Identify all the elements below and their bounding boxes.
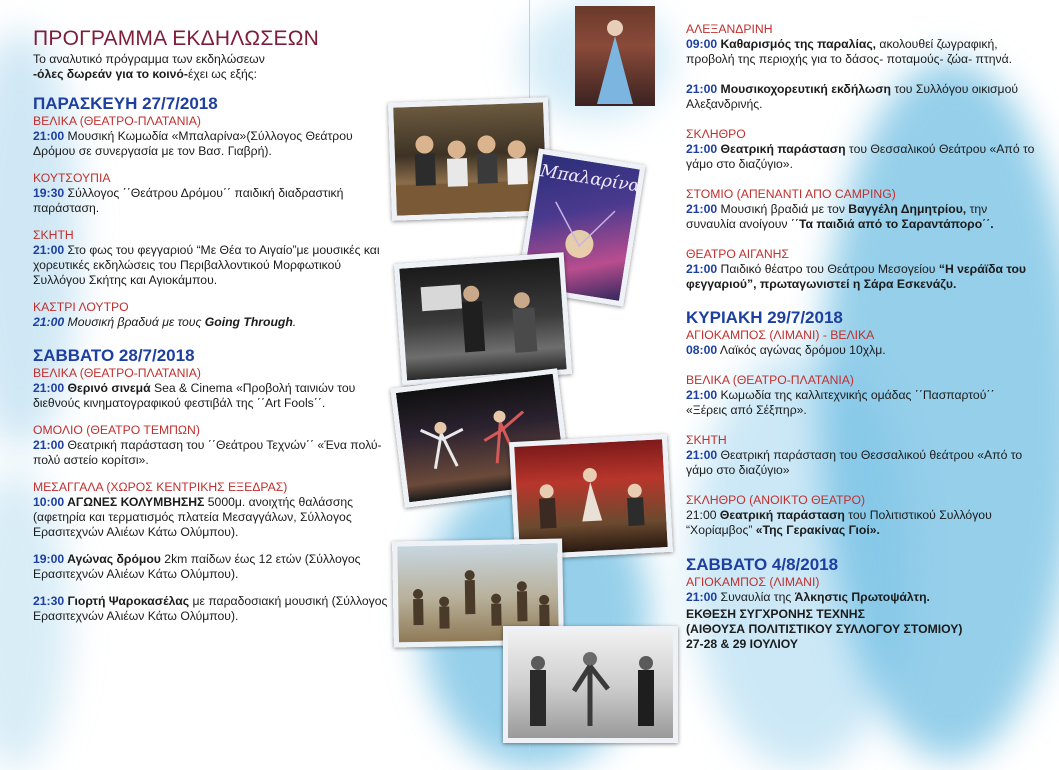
event-location: ΟΜΟΛΙΟ (ΘΕΑΤΡΟ ΤΕΜΠΩΝ) bbox=[33, 423, 200, 437]
event-text: Παιδικό θέατρο του Θεάτρου Μεσογείου bbox=[717, 262, 939, 276]
event-item bbox=[33, 366, 393, 411]
event-text: Μουσική βραδιά με τον bbox=[717, 202, 849, 216]
event-time: 21:00 bbox=[33, 438, 65, 452]
event-bold: Αγώνας δρόμου bbox=[64, 552, 161, 566]
event-item bbox=[33, 228, 393, 288]
event-item bbox=[686, 493, 1036, 538]
intro-bold: -όλες δωρεάν για το κοινό- bbox=[33, 67, 188, 81]
event-time: 21:00 bbox=[33, 129, 65, 143]
event-text: του Θεσσαλικού Θεάτρου «Από το γάμο στο διαζύγιο». bbox=[686, 142, 1035, 171]
photo-singer bbox=[575, 6, 655, 106]
event-bold: Θεατρική παράσταση bbox=[717, 142, 846, 156]
event-bold: Μουσικοχορευτική εκδήλωση bbox=[717, 82, 891, 96]
event-location: ΒΕΛΙΚΑ (ΘΕΑΤΡΟ-ΠΛΑΤΑΝΙΑ) bbox=[33, 114, 201, 128]
event-item bbox=[686, 82, 1036, 112]
event-time: 21:00 bbox=[686, 82, 718, 96]
event-location: ΑΓΙΟΚΑΜΠΟΣ (ΛΙΜΑΝΙ) - ΒΕΛΙΚΑ bbox=[686, 328, 875, 342]
event-location: ΒΕΛΙΚΑ (ΘΕΑΤΡΟ-ΠΛΑΤΑΝΙΑ) bbox=[686, 373, 854, 387]
event-item bbox=[33, 552, 393, 582]
event-location: ΣΚΛΗΘΡΟ bbox=[686, 127, 746, 141]
event-text: Θεατρική παράσταση του ΄΄Θεάτρου Τεχνών΄΄ «Ένα πολύ-πολύ αστείο κορίτσι». bbox=[33, 438, 382, 467]
event-bold-2: «Της Γερακίνας Γιοί». bbox=[755, 523, 880, 537]
event-time: 21:30 bbox=[33, 594, 65, 608]
exhibition-title: ΕΚΘΕΣΗ ΣΥΓΧΡΟΝΗΣ ΤΕΧΝΗΣ bbox=[686, 607, 865, 621]
event-item bbox=[686, 127, 1036, 172]
event-bold: Βαγγέλη Δημητρίου, bbox=[848, 202, 967, 216]
event-item bbox=[686, 433, 1036, 478]
day-heading-friday: ΠΑΡΑΣΚΕΥΗ 27/7/2018 bbox=[33, 94, 218, 113]
event-text: Στο φως του φεγγαριού “Με Θέα το Αιγαίο”με μουσικές και χορευτικές εκδηλώσεις του Περιβαλλοντικού Μορφωτικού Συλλόγου Σκήτης και Αγιοκάμπου. bbox=[33, 243, 380, 287]
event-time: 21:00 bbox=[686, 590, 718, 604]
event-time: 21:00 bbox=[686, 448, 718, 462]
exhibition-notice bbox=[686, 607, 1036, 652]
event-item bbox=[686, 22, 1036, 67]
event-time: 10:00 bbox=[33, 495, 65, 509]
event-location: ΘΕΑΤΡΟ ΑΙΓΑΝΗΣ bbox=[686, 247, 789, 261]
event-text: του Συλλόγου οικισμού Αλεξανδρινής. bbox=[686, 82, 1019, 111]
event-location: ΣΤΟΜΙΟ (ΑΠΕΝΑΝΤΙ ΑΠΟ CAMPING) bbox=[686, 187, 896, 201]
event-location: ΒΕΛΙΚΑ (ΘΕΑΤΡΟ-ΠΛΑΤΑΝΙΑ) bbox=[33, 366, 201, 380]
event-text: Μουσική Κωμωδία «Μπαλαρίνα»(Σύλλογος Θεάτρου Δρόμου σε συνεργασία με τον Βασ. Γιαβρή). bbox=[33, 129, 353, 158]
actors-icon bbox=[399, 258, 566, 381]
event-bold: Θερινό σινεμά bbox=[64, 381, 151, 395]
event-time: 08:00 bbox=[686, 343, 718, 357]
event-text: Μουσική βραδυά με τους bbox=[64, 315, 205, 329]
event-location: ΚΑΣΤΡΙ ΛΟΥΤΡΟ bbox=[33, 300, 129, 314]
event-text: 5000μ. ανοιχτής θαλάσσης (αφετηρία και τερματισμός πλατεία Μεσαγγάλων, Σύλλογος Ερασιτεχνών Αλιέων Κάτω Ολύμπου). bbox=[33, 495, 354, 539]
event-item bbox=[686, 575, 1036, 605]
event-location: ΑΛΕΞΑΝΔΡΙΝΗ bbox=[686, 22, 773, 36]
event-time: 19:00 bbox=[33, 552, 65, 566]
day-heading-saturday-4: ΣΑΒΒΑΤΟ 4/8/2018 bbox=[686, 555, 839, 574]
event-item bbox=[686, 247, 1036, 292]
event-text: ακολουθεί ζωγραφική, προβολή της περιοχής για το δάσος- ποταμούς- ζώα- πτηνά. bbox=[686, 37, 1013, 66]
event-item bbox=[33, 594, 393, 624]
intro-line: Το αναλυτικό πρόγραμμα των εκδηλώσεων bbox=[33, 52, 265, 66]
event-location: ΣΚΗΤΗ bbox=[686, 433, 727, 447]
people-silhouettes-icon bbox=[508, 631, 673, 738]
event-time: 19:30 bbox=[33, 186, 65, 200]
event-bold-2: ΄΄Τα παιδιά από το Σαραντάπορο΄΄. bbox=[790, 217, 994, 231]
left-column bbox=[33, 0, 393, 624]
photo-trio-portrait bbox=[503, 626, 678, 743]
singer-icon bbox=[575, 6, 655, 106]
event-location: ΚΟΥΤΣΟΥΠΙΑ bbox=[33, 171, 111, 185]
event-item bbox=[686, 328, 1036, 358]
event-bold: Καθαρισμός της παραλίας, bbox=[717, 37, 877, 51]
event-time: 21:00 bbox=[33, 243, 65, 257]
photo-stage-play bbox=[394, 252, 572, 386]
event-text-2: την συναυλία ανοίγουν bbox=[686, 202, 988, 231]
exhibition-dates: 27-28 & 29 ΙΟΥΛΙΟΥ bbox=[686, 637, 799, 651]
event-bold: “Η νεράϊδα του φεγγαριού”, πρωταγωνιστεί η Σάρα Εσκενάζυ. bbox=[686, 262, 1027, 291]
event-item bbox=[33, 171, 393, 216]
event-item bbox=[33, 480, 393, 540]
exhibition-venue: (ΑΙΘΟΥΣΑ ΠΟΛΙΤΙΣΤΙΚΟΥ ΣΥΛΛΟΓΟΥ ΣΤΟΜΙΟΥ) bbox=[686, 622, 963, 636]
event-text: Λαϊκός αγώνας δρόμου 10χλμ. bbox=[717, 343, 886, 357]
event-time: 21:00 bbox=[686, 388, 718, 402]
event-time: 21:00 bbox=[686, 142, 718, 156]
event-time: 21:00 bbox=[33, 381, 65, 395]
day-heading-sunday: ΚΥΡΙΑΚΗ 29/7/2018 bbox=[686, 308, 843, 327]
event-time: 21:00 bbox=[686, 508, 717, 522]
event-text-end: . bbox=[292, 315, 297, 329]
event-time: 21:00 bbox=[33, 315, 65, 329]
event-text: Συναυλία της bbox=[717, 590, 795, 604]
actors-icon bbox=[514, 439, 667, 555]
event-time: 09:00 bbox=[686, 37, 718, 51]
event-bold: Θεατρική παράσταση bbox=[716, 508, 845, 522]
people-silhouettes-icon bbox=[393, 102, 547, 215]
day-heading-saturday-28: ΣΑΒΒΑΤΟ 28/7/2018 bbox=[33, 346, 195, 365]
event-text: 2km παίδων έως 12 ετών (Σύλλογος Ερασιτεχνών Αλιέων Κάτω Ολύμπου). bbox=[33, 552, 361, 581]
event-item bbox=[686, 373, 1036, 418]
event-item bbox=[686, 187, 1036, 232]
event-location: ΣΚΗΤΗ bbox=[33, 228, 74, 242]
event-location: ΑΓΙΟΚΑΜΠΟΣ (ΛΙΜΑΝΙ) bbox=[686, 575, 820, 589]
event-text: με παραδοσιακή μουσική (Σύλλογος Ερασιτεχνών Αλιέων Κάτω Ολύμπου). bbox=[33, 594, 388, 623]
event-time: 21:00 bbox=[686, 262, 718, 276]
intro-tail: έχει ως εξής: bbox=[187, 67, 257, 81]
photo-theatre-cast bbox=[388, 97, 552, 221]
event-text: Κωμωδία της καλλιτεχνικής ομάδας ΄΄Πασπαρτού΄΄ «Ξέρεις από Σέξπηρ». bbox=[686, 388, 995, 417]
event-bold: Γιορτή Ψαροκασέλας bbox=[64, 594, 190, 608]
intro-text bbox=[33, 52, 393, 82]
event-bold: ΑΓΩΝΕΣ ΚΟΛΥΜΒΗΣΗΣ bbox=[64, 495, 205, 509]
event-item bbox=[33, 114, 393, 159]
event-time: 21:00 bbox=[686, 202, 718, 216]
event-text: του Πολιτιστικού Συλλόγου “Χορίαμβος” bbox=[686, 508, 992, 537]
right-column bbox=[686, 0, 1036, 652]
event-location: ΣΚΛΗΘΡΟ (ΑΝΟΙΚΤΟ ΘΕΑΤΡΟ) bbox=[686, 493, 866, 507]
page-title: ΠΡΟΓΡΑΜΜΑ ΕΚΔΗΛΩΣΕΩΝ bbox=[33, 27, 319, 50]
event-bold: Άλκηστις Πρωτοψάλτη. bbox=[794, 590, 930, 604]
event-text: Σύλλογος ΄΄Θεάτρου Δρόμου΄΄ παιδική διαδραστική παράσταση. bbox=[33, 186, 344, 215]
event-bold: Going Through bbox=[204, 315, 293, 329]
event-location: ΜΕΣΑΓΓΑΛΑ (ΧΩΡΟΣ ΚΕΝΤΡΙΚΗΣ ΕΞΕΔΡΑΣ) bbox=[33, 480, 288, 494]
event-text: Sea & Cinema «Προβολή ταινιών του διεθνούς κινηματογραφικού φεστιβάλ της ΄΄Art Fools΄΄. bbox=[33, 381, 356, 410]
poster-title: Μπαλαρίνα bbox=[538, 161, 642, 197]
event-item bbox=[33, 423, 393, 468]
event-text: Θεατρική παράσταση του Θεσσαλικού θεάτρου «Από το γάμο στο διαζύγιο» bbox=[686, 448, 1023, 477]
event-item bbox=[33, 300, 393, 330]
